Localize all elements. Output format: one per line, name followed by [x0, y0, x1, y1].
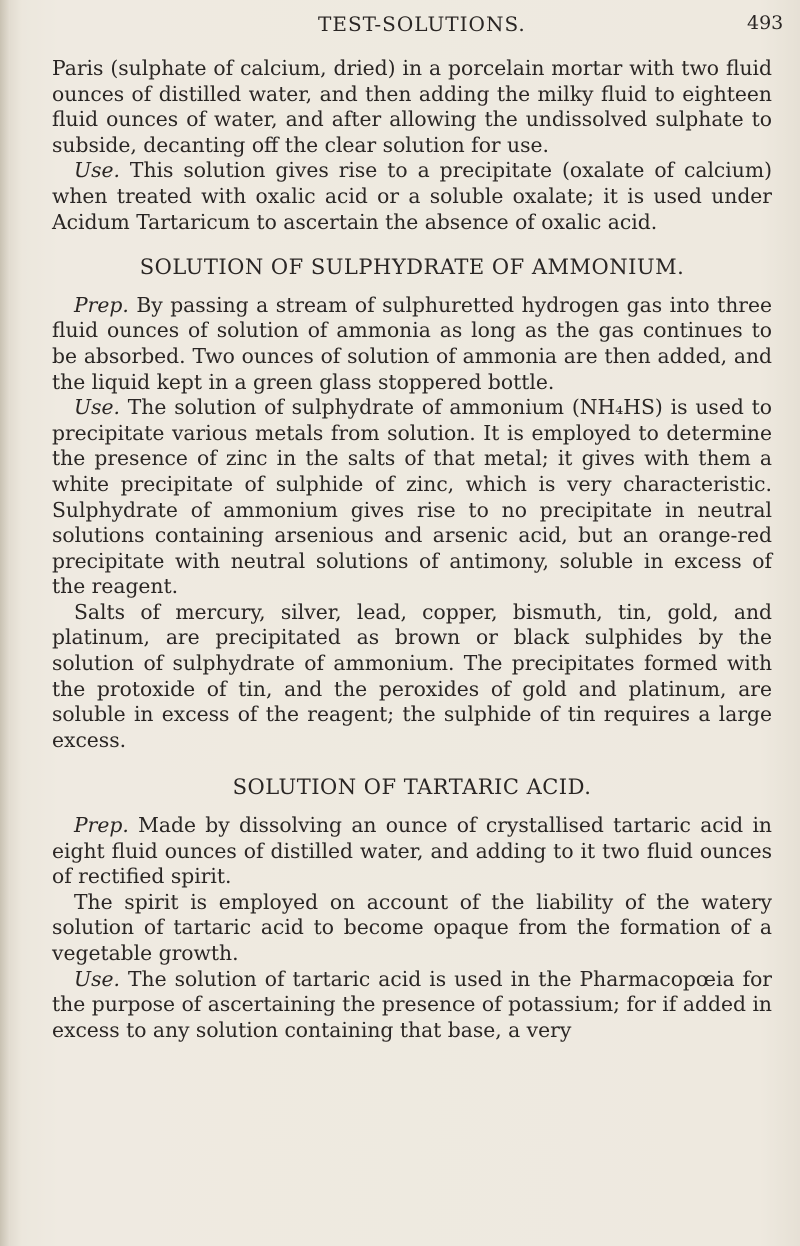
- intro-use-paragraph: [52, 158, 772, 235]
- spirit-paragraph: The spirit is employed on account of the liability of the watery solution of tartaric acid to become opaque from the formation of a vegetable growth.: [52, 889, 772, 965]
- intro-paragraph: Paris (sulphate of calcium, dried) in a porcelain mortar with two fluid ounces of distilled water, and then adding the milky fluid to eighteen fluid ounces of water, and after allowing the undissolved sulphate to subside, decanting off the clear solution for use.: [52, 56, 772, 157]
- use-label: Use.: [74, 966, 120, 991]
- prep-paragraph: [52, 813, 772, 890]
- running-title: TEST-SOLUTIONS.: [318, 12, 526, 36]
- page-number: 493: [747, 12, 784, 34]
- binding-edge: [0, 0, 10, 1246]
- section-heading-tartaric: SOLUTION OF TARTARIC ACID.: [232, 775, 592, 800]
- page-header: [0, 12, 800, 42]
- prep-label: Prep.: [74, 292, 129, 317]
- use-label: Use.: [74, 395, 120, 420]
- prep-text: Made by dissolving an ounce of crystallised tartaric acid in eight fluid ounces of distilled water, and adding to it two fluid ounces of rectified spirit.: [52, 813, 772, 889]
- prep-paragraph: [52, 293, 772, 395]
- use-paragraph: [52, 967, 772, 1044]
- use-label: Use.: [74, 158, 120, 183]
- prep-text: By passing a stream of sulphuretted hydrogen gas into three fluid ounces of solution of ammonia as long as the gas continues to be absorbed. Two ounces of solution of ammonia are then added, and the liquid kept in a green glass stoppered bottle.: [52, 292, 772, 394]
- use-paragraph: [52, 395, 772, 600]
- page-content: [52, 56, 772, 1043]
- section-heading-sulphydrate: SOLUTION OF SULPHYDRATE OF AMMONIUM.: [139, 255, 685, 280]
- use-text: The solution of tartaric acid is used in the Pharmacopœia for the purpose of ascertaining the presence of potassium; for if added in excess to any solution containing that base, a very: [52, 966, 772, 1042]
- salts-paragraph: Salts of mercury, silver, lead, copper, bismuth, tin, gold, and platinum, are precipitated as brown or black sulphides by the solution of sulphydrate of ammonium. The precipitates formed with the protoxide of tin, and the peroxides of gold and platinum, are soluble in excess of the reagent; the sulphide of tin requires a large excess.: [52, 599, 772, 752]
- use-text: The solution of sulphydrate of ammonium (NH₄HS) is used to precipitate various metals from solution. It is employed to determine the presence of zinc in the salts of that metal; it gives with them a white precipitate of sulphide of zinc, which is very characteristic. Sulphydrate of ammonium gives rise to no precipitate in neutral solutions containing arsenious and arsenic acid, but an orange-red precipitate with neutral solutions of antimony, soluble in excess of the reagent.: [52, 395, 772, 599]
- prep-label: Prep.: [74, 813, 129, 838]
- use-text: This solution gives rise to a precipitate (oxalate of calcium) when treated with oxalic acid or a soluble oxalate; it is used under Acidum Tartaricum to ascertain the absence of oxalic acid.: [52, 158, 772, 234]
